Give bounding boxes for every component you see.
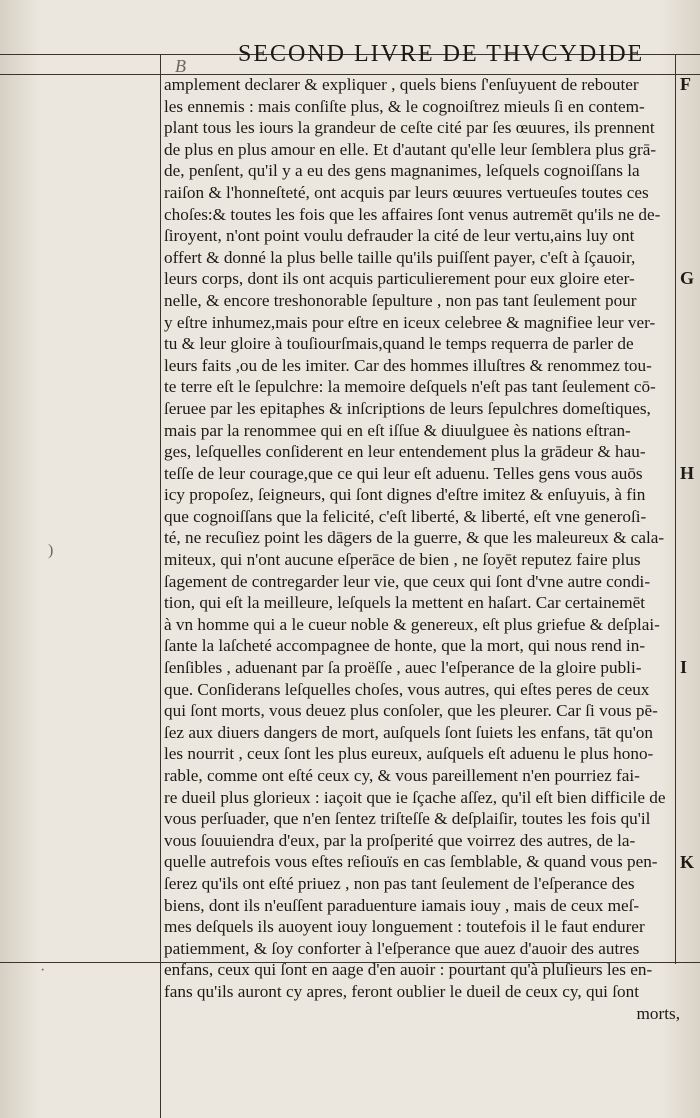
text-line: ſeruee par les epitaphes & inſcriptions de leurs ſepulchres domeſtiques,: [164, 398, 651, 418]
text-line: ſiroyent, n'ont point voulu defrauder la cité de leur vertu,ains luy ont: [164, 226, 635, 246]
text-line: miteux, qui n'ont aucune eſperāce de bien , ne ſoyēt reputez faire plus: [164, 550, 641, 570]
margin-letter: G: [680, 268, 695, 289]
text-line: que. Conſiderans leſquelles choſes, vous autres, qui eſtes peres de ceux: [164, 679, 650, 699]
text-line: nelle, & encore treshonorable ſepulture , non pas tant ſeulement pour: [164, 290, 637, 310]
text-line: de plus en plus amour en elle. Et d'autant qu'elle leur ſemblera plus grā-: [164, 139, 657, 159]
text-line: plant tous les iours la grandeur de ceſte cité par ſes œuures, ils prennent: [164, 118, 655, 138]
signature-mark: B: [175, 56, 186, 76]
ink-mark: ): [48, 542, 54, 559]
text-line: tu & leur gloire à touſiourſmais,quand le temps requerra de parler de: [164, 334, 634, 354]
text-line: les ennemis : mais conſiſte plus, & le cognoiſtrez mieuls ſi en contem-: [164, 96, 645, 116]
left-margin-rule: [160, 54, 161, 1118]
text-line: choſes:& toutes les fois que les affaires ſont venus autremēt qu'ils ne de-: [164, 204, 661, 224]
text-line: de, penſent, qu'il y a eu des gens magnanimes, leſquels cognoiſſans la: [164, 161, 640, 181]
text-line: tion, qui eſt la meilleure, leſquels la mettent en haſart. Car certainemēt: [164, 593, 646, 613]
text-line: ſenſibles , aduenant par ſa proëſſe , auec l'eſperance de la gloire publi-: [164, 658, 642, 678]
text-line: ſante la laſcheté accompagnee de honte, que la mort, qui nous rend in-: [164, 636, 646, 656]
text-line: vous perſuader, que n'en ſentez triſteſſe & deſplaiſir, toutes les fois qu'il: [164, 809, 651, 829]
text-line: ges, leſquelles conſiderent en leur entendement plus la grādeur & hau-: [164, 442, 646, 462]
text-line: offert & donné la plus belle taille qu'ils puiſſent payer, c'eſt à ſçauoir,: [164, 247, 636, 267]
text-line: teſſe de leur courage,que ce qui leur eſt aduenu. Telles gens vous auōs: [164, 463, 643, 483]
text-line: raiſon & l'honneſteté, ont acquis par leurs œuures vertueuſes toutes ces: [164, 182, 649, 202]
text-line: biens, dont ils n'euſſent paraduenture iamais iouy , mais de ceux meſ-: [164, 895, 640, 915]
text-line: quelle autrefois vous eſtes reſiouïs en cas ſemblable, & quand vous pen-: [164, 852, 658, 872]
text-line: à vn homme qui a le cueur noble & genereux, eſt plus griefue & deſplai-: [164, 614, 660, 634]
text-line: y eſtre inhumez,mais pour eſtre en iceux celebree & magnifiee leur ver-: [164, 312, 656, 332]
margin-letter: F: [680, 74, 691, 94]
text-line: patiemment, & ſoy conforter à l'eſperance que auez d'auoir des autres: [164, 938, 640, 958]
text-line: qui ſont morts, vous deuez plus conſoler, que les pleurer. Car ſi vous pē-: [164, 701, 658, 721]
text-line: leurs faits ,ou de les imiter. Car des hommes illuſtres & renommez tou-: [164, 355, 652, 375]
margin-letter: I: [680, 657, 688, 678]
text-line: les nourrit , ceux ſont les plus eureux, auſquels eſt aduenu le plus hono-: [164, 744, 654, 764]
text-line: leurs corps, dont ils ont acquis particulierement pour eux gloire eter-: [164, 269, 635, 289]
text-line: vous ſouuiendra d'eux, par la proſperité que voirrez des autres, de la-: [164, 830, 636, 850]
text-line: re dueil plus glorieux : iaçoit que ie ſçache aſſez, qu'il eſt bien difficile de: [164, 787, 666, 807]
ink-mark: ·: [40, 962, 46, 979]
text-line: que cognoiſſans que la felicité, c'eſt liberté, & liberté, eſt vne generoſi-: [164, 506, 647, 526]
body-text: [164, 74, 680, 1024]
text-line: enfans, ceux qui ſont en aage d'en auoir : pourtant qu'à pluſieurs les en-: [164, 960, 653, 980]
catchword: morts,: [636, 1003, 680, 1023]
margin-letter: K: [680, 851, 695, 872]
text-line: ſerez qu'ils ont eſté priuez , non pas tant ſeulement de l'eſperance des: [164, 873, 635, 893]
text-line: te terre eſt le ſepulchre: la memoire deſquels n'eſt pas tant ſeulement cō-: [164, 377, 656, 397]
text-line: ſez aux diuers dangers de mort, auſquels ſont ſuiets les enfans, tāt qu'on: [164, 722, 653, 742]
text-line: mes deſquels ils auoyent iouy longuement : toutefois il le faut endurer: [164, 917, 645, 937]
text-line: ſagement de contregarder leur vie, que ceux qui ſont d'vne autre condi-: [164, 571, 651, 591]
text-line: mais par la renommee qui en eſt iſſue & diuulguee ès nations eſtran-: [164, 420, 631, 440]
running-head: SECOND LIVRE DE THVCYDIDE: [238, 41, 645, 67]
text-line: amplement declarer & expliquer , quels biens ſ'enſuyuent de rebouter: [164, 75, 639, 94]
margin-letter: H: [680, 462, 695, 483]
text-line: icy propoſez, ſeigneurs, qui ſont dignes d'eſtre imitez & enſuyuis, à fin: [164, 485, 646, 505]
text-line: té, ne recuſiez point les dāgers de la guerre, & que les maleureux & cala-: [164, 528, 665, 548]
text-line: fans qu'ils auront cy apres, feront oublier le dueil de ceux cy, qui ſont: [164, 981, 639, 1001]
text-line: rable, comme ont eſté ceux cy, & vous pareillement n'en pourriez fai-: [164, 766, 640, 785]
